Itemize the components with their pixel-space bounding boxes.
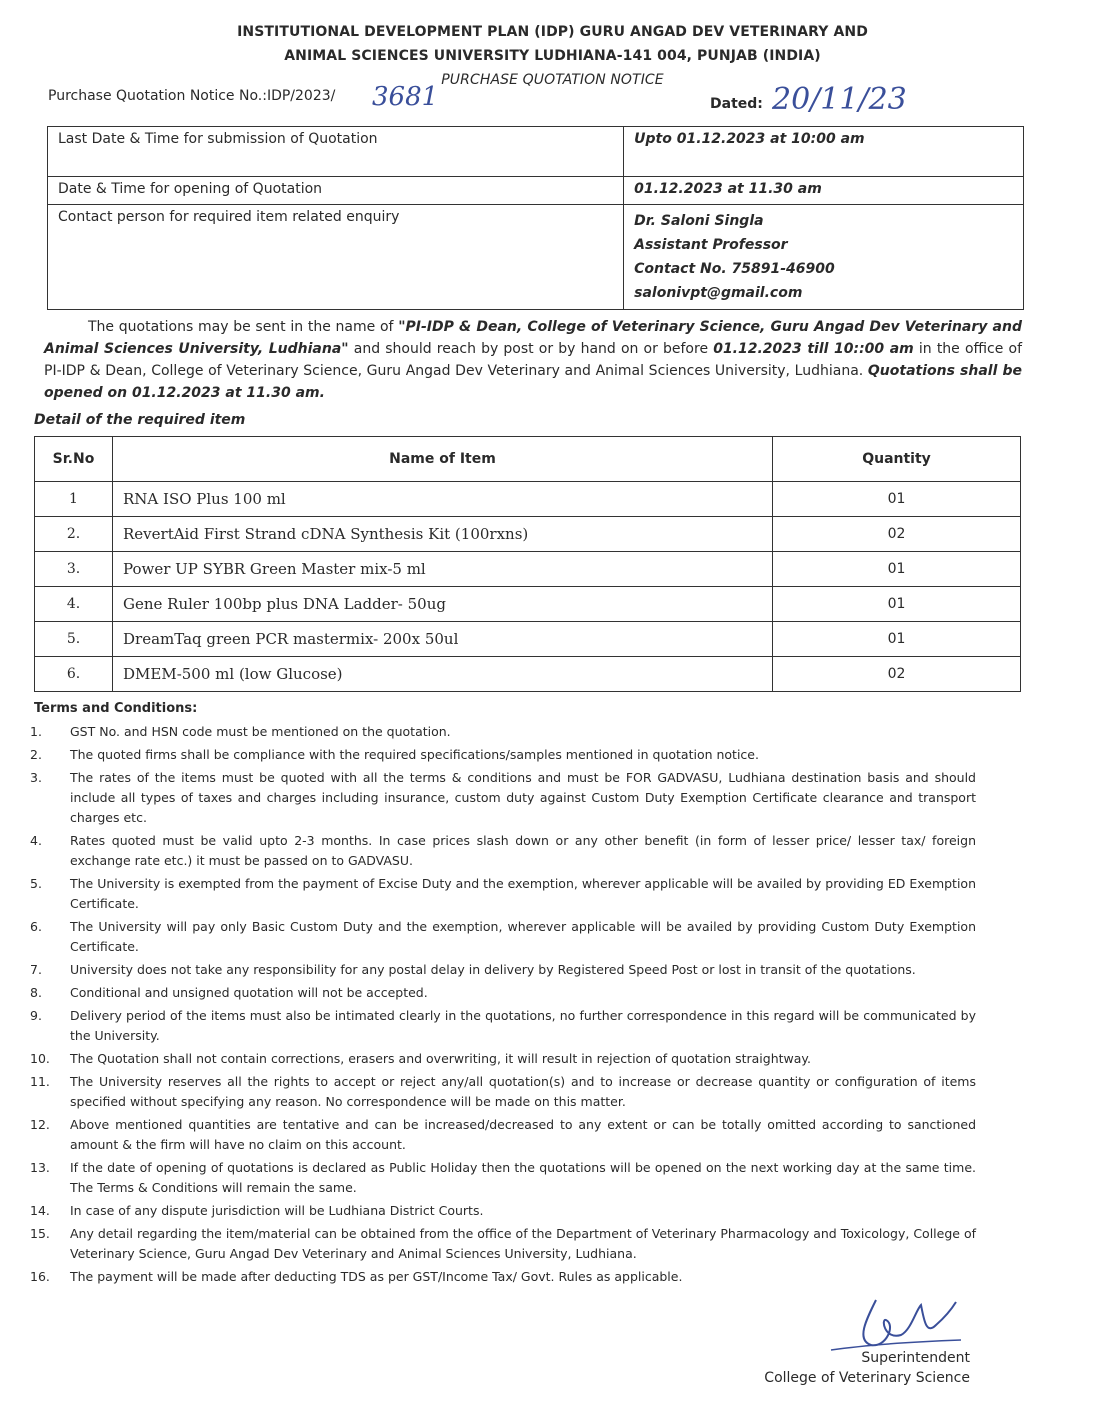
col-header-name: Name of Item — [113, 437, 773, 482]
quotation-info-table — [47, 126, 1024, 310]
signatory-title: Superintendent — [861, 1350, 970, 1366]
contact-designation: Assistant Professor — [634, 237, 788, 253]
term-text: The payment will be made after deducting TDS as per GST/Income Tax/ Govt. Rules as applicable. — [70, 1269, 683, 1284]
term-number: 2. — [30, 747, 42, 762]
notice-number-label: Purchase Quotation Notice No.:IDP/2023/ — [48, 88, 336, 104]
term-text: The quoted firms shall be compliance with the required specifications/samples mentioned in quotation notice. — [70, 747, 759, 762]
term-number: 16. — [30, 1269, 50, 1284]
dated-label: Dated: — [710, 96, 763, 112]
col-header-quantity: Quantity — [773, 437, 1021, 482]
para-addressee: "PI-IDP & Dean, College of Veterinary Science, Guru Angad Dev Veterinary and Animal Sciences University, Ludhiana" — [44, 319, 1022, 357]
item-name: RevertAid First Strand cDNA Synthesis Kit (100rxns) — [113, 517, 773, 552]
contact-email: salonivpt@gmail.com — [634, 285, 803, 301]
item-name: DMEM-500 ml (low Glucose) — [113, 657, 773, 692]
table-row — [35, 517, 1021, 552]
info-row — [48, 205, 1024, 310]
contact-details — [624, 205, 1024, 310]
term-number: 12. — [30, 1117, 50, 1132]
table-row — [35, 552, 1021, 587]
table-row — [35, 482, 1021, 517]
term-text: Any detail regarding the item/material can be obtained from the office of the Department of Veterinary Pharmacology and Toxicology, College of Veterinary Science, Guru Angad Dev Veterinary and Animal Sciences University, Ludhiana. — [70, 1226, 976, 1261]
list-item — [30, 983, 976, 1003]
item-name: Gene Ruler 100bp plus DNA Ladder- 50ug — [113, 587, 773, 622]
term-number: 6. — [30, 919, 42, 934]
info-value: 01.12.2023 at 11.30 am — [624, 177, 1024, 205]
contact-phone: Contact No. 75891-46900 — [634, 261, 835, 277]
term-text: Conditional and unsigned quotation will not be accepted. — [70, 985, 428, 1000]
terms-heading: Terms and Conditions: — [34, 701, 198, 716]
signature-block — [750, 1350, 970, 1386]
term-text: The University reserves all the rights to accept or reject any/all quotation(s) and to increase or decrease quantity or configuration of items specified without specifying any reason. No correspondence will be made on this matter. — [70, 1074, 976, 1109]
term-number: 1. — [30, 724, 42, 739]
info-value: Upto 01.12.2023 at 10:00 am — [624, 127, 1024, 177]
list-item — [30, 1072, 976, 1112]
para-text: and should reach by post or by hand on or before — [348, 341, 714, 357]
item-sr: 5. — [35, 622, 113, 657]
term-text: If the date of opening of quotations is declared as Public Holiday then the quotations will be opened on the next working day at the same time. The Terms & Conditions will remain the same. — [70, 1160, 976, 1195]
term-number: 14. — [30, 1203, 50, 1218]
list-item — [30, 1267, 976, 1287]
term-text: Rates quoted must be valid upto 2-3 months. In case prices slash down or any other benefit (in form of lesser price/ lesser tax/ foreign exchange rate etc.) it must be passed on to GADVASU. — [70, 833, 976, 868]
term-number: 8. — [30, 985, 42, 1000]
item-sr: 6. — [35, 657, 113, 692]
item-sr: 1 — [35, 482, 113, 517]
term-text: The Quotation shall not contain corrections, erasers and overwriting, it will result in rejection of quotation straightway. — [70, 1051, 812, 1066]
list-item — [30, 960, 976, 980]
header-line-2: ANIMAL SCIENCES UNIVERSITY LUDHIANA-141 004, PUNJAB (INDIA) — [284, 48, 821, 64]
term-text: The University will pay only Basic Custom Duty and the exemption, wherever applicable will be availed by providing Custom Duty Exemption Certificate. — [70, 919, 976, 954]
item-qty: 01 — [773, 552, 1021, 587]
info-label: Contact person for required item related enquiry — [48, 205, 624, 310]
para-deadline: 01.12.2023 till 10::00 am — [713, 341, 914, 357]
list-item — [30, 745, 976, 765]
list-item — [30, 1049, 976, 1069]
term-number: 11. — [30, 1074, 50, 1089]
list-item — [30, 768, 976, 828]
term-text: GST No. and HSN code must be mentioned on the quotation. — [70, 724, 451, 739]
handwritten-notice-number: 3681 — [372, 82, 439, 112]
item-name: DreamTaq green PCR mastermix- 200x 50ul — [113, 622, 773, 657]
list-item — [30, 917, 976, 957]
item-qty: 02 — [773, 657, 1021, 692]
term-number: 3. — [30, 770, 42, 785]
term-number: 5. — [30, 876, 42, 891]
term-text: The University is exempted from the payment of Excise Duty and the exemption, wherever applicable will be availed by providing ED Exemption Certificate. — [70, 876, 976, 911]
item-sr: 2. — [35, 517, 113, 552]
term-text: Above mentioned quantities are tentative and can be increased/decreased to any extent or can be totally omitted according to sanctioned amount & the firm will have no claim on this account. — [70, 1117, 976, 1152]
detail-title: Detail of the required item — [34, 412, 246, 428]
list-item — [30, 1115, 976, 1155]
col-header-srno: Sr.No — [35, 437, 113, 482]
header-line-3: PURCHASE QUOTATION NOTICE — [441, 72, 664, 88]
list-item — [30, 831, 976, 871]
info-label: Date & Time for opening of Quotation — [48, 177, 624, 205]
list-item — [30, 1201, 976, 1221]
info-row — [48, 127, 1024, 177]
item-sr: 4. — [35, 587, 113, 622]
list-item — [30, 874, 976, 914]
items-header-row — [35, 437, 1021, 482]
submission-paragraph — [44, 316, 1022, 404]
list-item — [30, 1224, 976, 1264]
para-text: in the office of PI-IDP & Dean, College of Veterinary Science, Guru Angad Dev Veterinary and Animal Sciences University, Ludhiana. — [44, 341, 1022, 379]
term-text: University does not take any responsibility for any postal delay in delivery by Registered Speed Post or lost in transit of the quotations. — [70, 962, 916, 977]
signatory-org: College of Veterinary Science — [764, 1370, 970, 1386]
table-row — [35, 587, 1021, 622]
item-name: RNA ISO Plus 100 ml — [113, 482, 773, 517]
header-line-1: INSTITUTIONAL DEVELOPMENT PLAN (IDP) GURU ANGAD DEV VETERINARY AND — [237, 24, 868, 40]
term-text: In case of any dispute jurisdiction will be Ludhiana District Courts. — [70, 1203, 484, 1218]
list-item — [30, 1158, 976, 1198]
info-row — [48, 177, 1024, 205]
term-number: 9. — [30, 1008, 42, 1023]
term-number: 10. — [30, 1051, 50, 1066]
items-table — [34, 436, 1021, 692]
item-qty: 01 — [773, 622, 1021, 657]
term-number: 4. — [30, 833, 42, 848]
item-sr: 3. — [35, 552, 113, 587]
item-qty: 01 — [773, 482, 1021, 517]
terms-list — [30, 722, 976, 1290]
table-row — [35, 657, 1021, 692]
contact-name: Dr. Saloni Singla — [634, 213, 764, 229]
term-number: 13. — [30, 1160, 50, 1175]
term-text: Delivery period of the items must also be intimated clearly in the quotations, no further correspondence in this regard will be communicated by the University. — [70, 1008, 976, 1043]
term-number: 15. — [30, 1226, 50, 1241]
item-qty: 02 — [773, 517, 1021, 552]
para-opening: Quotations shall be opened on 01.12.2023 at 11.30 am. — [44, 363, 1022, 401]
para-text: The quotations may be sent in the name of — [88, 319, 399, 335]
term-text: The rates of the items must be quoted with all the terms & conditions and must be FOR GADVASU, Ludhiana destination basis and should include all types of taxes and charges including insurance, custom duty against Custom Duty Exemption Certificate clearance and transport charges etc. — [70, 770, 976, 825]
list-item — [30, 722, 976, 742]
table-row — [35, 622, 1021, 657]
item-name: Power UP SYBR Green Master mix-5 ml — [113, 552, 773, 587]
term-number: 7. — [30, 962, 42, 977]
list-item — [30, 1006, 976, 1046]
info-label: Last Date & Time for submission of Quotation — [48, 127, 624, 177]
item-qty: 01 — [773, 587, 1021, 622]
handwritten-date: 20/11/23 — [772, 82, 907, 117]
